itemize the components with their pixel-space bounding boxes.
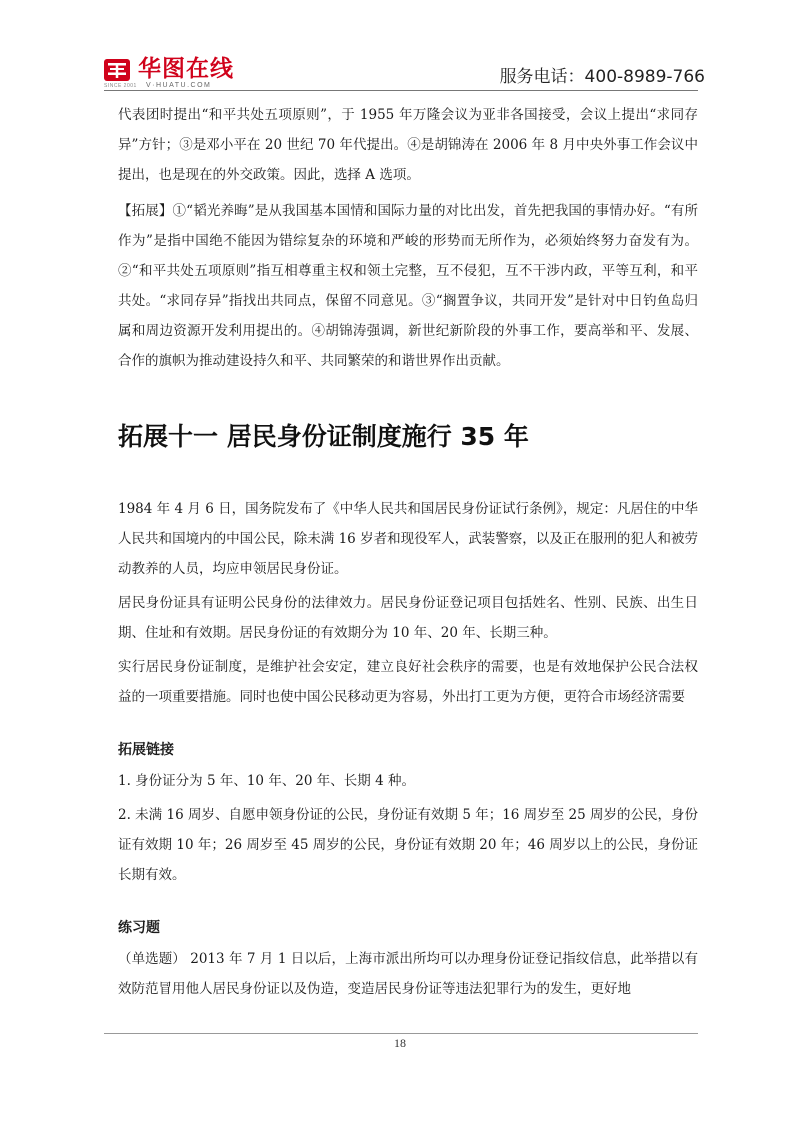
section-paragraph: 1984 年 4 月 6 日，国务院发布了《中华人民共和国居民身份证试行条例》，规定：凡居住的中华人民共和国境内的中国公民，除未满 16 岁者和现役军人，武装警察，以及正在服刑的犯人和被劳动教养的人员，均应申领居民身份证。 <box>118 501 698 577</box>
page-header <box>0 0 800 90</box>
links-heading: 拓展链接 <box>118 742 174 758</box>
logo-wordmark: 华图在线 <box>138 56 234 82</box>
header-divider <box>104 90 698 91</box>
huatu-logo <box>104 55 274 91</box>
intro-paragraph: 【拓展】①“韬光养晦”是从我国基本国情和国际力量的对比出发，首先把我国的事情办好。“有所作为”是指中国绝不能因为错综复杂的环境和严峻的形势而无所作为，必须始终努力奋发有为。②“和平共处五项原则”指互相尊重主权和领土完整，互不侵犯，互不干涉内政，平等互利，和平共处。“求同存异”指找出共同点，保留不同意见。③“搁置争议，共同开发”是针对中日钓鱼岛归属和周边资源开发利用提出的。④胡锦涛强调，新世纪新阶段的外事工作，要高举和平、发展、合作的旗帜为推动建设持久和平、共同繁荣的和谐世界作出贡献。 <box>118 203 698 369</box>
intro-paragraph: 代表团时提出“和平共处五项原则”，于 1955 年万隆会议为亚非各国接受，会议上提出“求同存异”方针；③是邓小平在 20 世纪 70 年代提出。④是胡锦涛在 2006 年 8 月中央外事工作会议中提出，也是现在的外交政策。因此，选择 A 选项。 <box>118 107 698 183</box>
link-item: 2. 未满 16 周岁、自愿申领身份证的公民，身份证有效期 5 年；16 周岁至 25 周岁的公民，身份证有效期 10 年；26 周岁至 45 周岁的公民，身份证有效期 20 年；46 周岁以上的公民，身份证长期有效。 <box>118 807 698 883</box>
section-paragraph: 居民身份证具有证明公民身份的法律效力。居民身份证登记项目包括姓名、性别、民族、出生日期、住址和有效期。居民身份证的有效期分为 10 年、20 年、长期三种。 <box>118 595 698 641</box>
page-number: 18 <box>394 1036 406 1050</box>
exercise-question: （单选题） 2013 年 7 月 1 日以后，上海市派出所均可以办理身份证登记指纹信息，此举措以有效防范冒用他人居民身份证以及伪造，变造居民身份证等违法犯罪行为的发生，更好地 <box>118 951 698 997</box>
section-paragraph: 实行居民身份证制度，是维护社会安定，建立良好社会秩序的需要，也是有效地保护公民合法权益的一项重要措施。同时也使中国公民移动更为容易，外出打工更为方便，更符合市场经济需要 <box>118 659 698 705</box>
logo-url-text: V·HUATU.COM <box>146 82 212 89</box>
page-content <box>118 100 698 1008</box>
section-body <box>118 494 698 1004</box>
link-item: 1. 身份证分为 5 年、10 年、20 年、长期 4 种。 <box>118 773 415 789</box>
logo-since-text: SINCE 2001 <box>104 83 137 89</box>
footer-divider <box>104 1033 698 1034</box>
huatu-logo-icon <box>104 59 130 81</box>
section-title: 拓展十一 居民身份证制度施行 35 年 <box>118 422 529 451</box>
service-phone: 服务电话：400-8989-766 <box>499 67 705 87</box>
exercise-heading: 练习题 <box>118 920 160 936</box>
